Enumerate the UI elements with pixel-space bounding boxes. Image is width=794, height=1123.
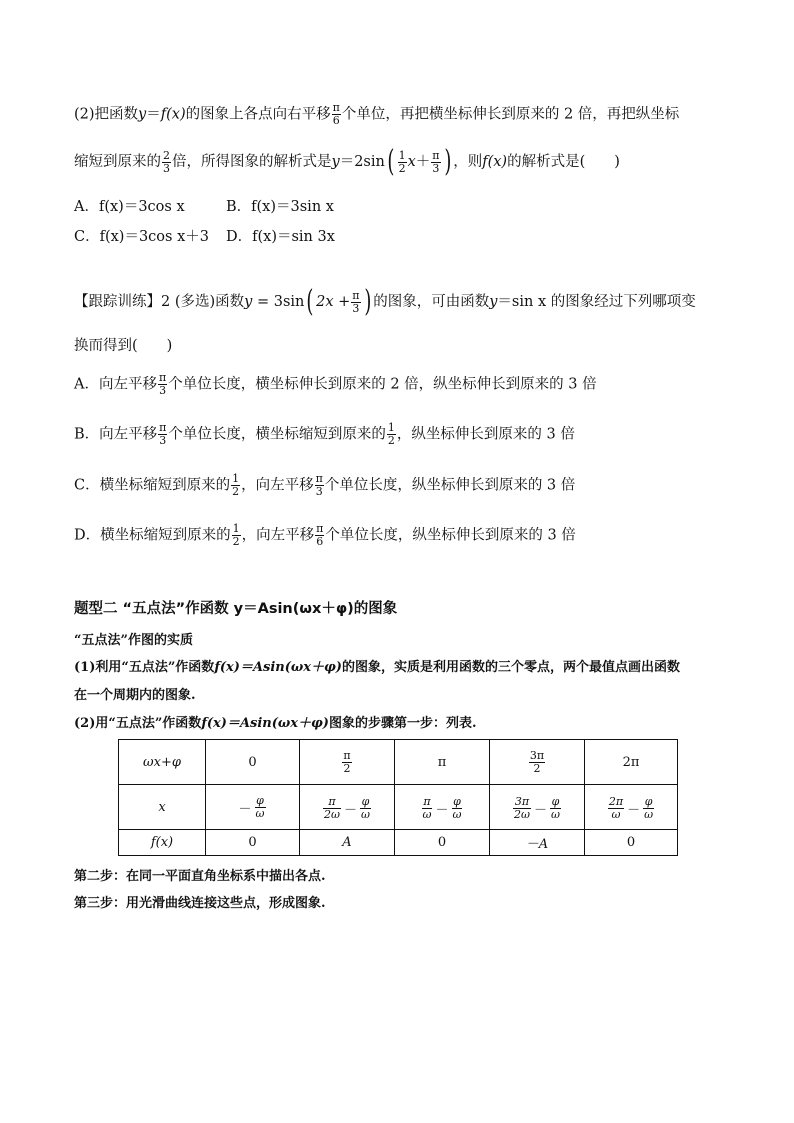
step-three [74, 892, 326, 911]
q2-option-a [74, 195, 185, 216]
minus-sign: － [343, 802, 357, 818]
fraction-denominator: 2ω [514, 807, 530, 821]
table-cell [490, 740, 585, 785]
five-point-table [118, 739, 678, 856]
cell-text: 2π [622, 754, 640, 770]
option-text: A．f(x)＝3cos x [74, 199, 185, 215]
cell-text: －A [525, 837, 549, 852]
paragraph-1-line2 [74, 684, 196, 703]
cell-text: 0 [248, 754, 257, 770]
fraction [255, 795, 266, 820]
track-option-b [74, 422, 575, 447]
paragraph-2 [74, 712, 476, 731]
fraction-numerator: φ [551, 794, 560, 808]
section-subheading [74, 629, 193, 648]
minus-sign: － [238, 801, 252, 817]
fraction-numerator: π [323, 796, 341, 809]
fraction [513, 796, 531, 821]
paragraph-1-line1 [74, 656, 680, 675]
option-text: ，向左平移 [241, 477, 314, 494]
fraction-numerator: π [352, 288, 360, 302]
table-cell [490, 830, 585, 856]
fraction-denominator: 2ω [324, 807, 340, 821]
cell-text: A [342, 835, 352, 850]
table-row [119, 785, 678, 830]
fraction-numerator: φ [256, 793, 264, 807]
fraction-numerator: π [158, 371, 167, 384]
minus-sign: － [627, 802, 641, 818]
track-option-d [74, 523, 576, 548]
section-heading-text: 题型二 “五点法”作函数 y＝Asin(ωx＋φ)的图象 [74, 601, 398, 617]
paragraph-text: 在一个周期内的图象. [74, 688, 196, 703]
table-cell [395, 830, 490, 856]
fraction-1-2 [387, 422, 396, 447]
fraction-numerator: 3π [514, 794, 530, 808]
table-cell [585, 740, 678, 785]
fraction-numerator: 1 [398, 148, 406, 162]
option-text: B．向左平移 [74, 426, 158, 443]
fraction-denominator: 3 [163, 161, 170, 175]
table-cell [300, 785, 395, 830]
track-text: 的图象，可由函数 [373, 294, 490, 310]
formula-text: f(x)＝Asin(ωx＋φ) [214, 660, 342, 675]
step-two [74, 865, 326, 884]
fraction-denominator: 6 [316, 535, 324, 548]
formula-text: f(x)＝Asin(ωx＋φ) [201, 716, 329, 731]
fraction-numerator: π [316, 522, 324, 535]
fraction-denominator: ω [611, 807, 621, 821]
fraction-numerator: 2 [163, 148, 170, 162]
q2-text: 倍，所得图象的解析式是 [172, 154, 332, 170]
option-text: B．f(x)＝3sin x [226, 199, 334, 215]
fraction-denominator: ω [361, 807, 370, 821]
q2-eq: ＝ [146, 106, 161, 123]
q2-text: 的图象上各点向右平移 [185, 106, 331, 123]
cell-text: ωx+φ [143, 754, 181, 770]
option-text: D．横坐标缩短到原来的 [74, 527, 231, 544]
fraction [323, 796, 341, 821]
cell-text: f(x) [150, 835, 174, 850]
fraction-pi-3 [351, 290, 360, 315]
q2-fx: f(x) [160, 106, 186, 123]
paragraph-text: (1)利用“五点法”作函数 [74, 660, 215, 675]
step-text: 第二步：在同一平面直角坐标系中描出各点. [74, 869, 326, 884]
fraction-denominator: ω [255, 806, 265, 820]
fraction-denominator: 2 [232, 535, 240, 548]
q2-var-y: y [331, 154, 340, 170]
q2-text: ，则 [453, 154, 483, 170]
cell-text: x [158, 799, 166, 815]
table-cell [206, 785, 300, 830]
option-text: 个单位长度，纵坐标伸长到原来的 3 倍 [325, 527, 576, 544]
fraction-denominator: 3 [159, 434, 167, 447]
q2-text: 个单位，再把横坐标伸长到原来的 2 倍，再把纵坐标 [341, 106, 680, 123]
fraction-pi-3 [431, 150, 440, 175]
fraction-denominator: 2 [533, 761, 541, 775]
right-paren: ) [443, 144, 451, 179]
fraction-denominator: 2 [343, 761, 351, 775]
q2-plus: ＋ [415, 154, 431, 170]
option-text: ，纵坐标伸长到原来的 3 倍 [396, 426, 575, 443]
q2-option-b [226, 195, 334, 216]
q2-option-c [74, 225, 209, 246]
track-text: ＝sin x 的图象经过下列哪项变 [497, 294, 696, 310]
option-text: D．f(x)＝sin 3x [226, 229, 335, 245]
track-line1 [74, 284, 696, 319]
cell-text: 0 [437, 835, 447, 850]
fraction-1-2 [231, 473, 240, 498]
table-row [119, 740, 678, 785]
fraction-denominator: ω [452, 807, 462, 821]
fraction-numerator: 2π [608, 794, 624, 808]
fraction-numerator: φ [361, 794, 370, 808]
q2-line2 [74, 144, 620, 179]
table-header-cell [119, 740, 206, 785]
table-cell [300, 740, 395, 785]
q2-line1 [74, 102, 679, 127]
option-text: ，向左平移 [241, 527, 315, 544]
table-cell [395, 740, 490, 785]
table-cell [585, 785, 678, 830]
fraction-numerator: 1 [232, 472, 240, 485]
table-row [119, 830, 678, 856]
fraction-pi-3 [158, 422, 167, 447]
fraction-denominator: 3 [352, 301, 360, 315]
table-cell [206, 830, 300, 856]
q2-option-d [226, 225, 335, 246]
fraction [422, 796, 433, 821]
fraction-denominator: 2 [387, 434, 395, 447]
subheading-text: “五点法”作图的实质 [74, 633, 193, 648]
option-text: 个单位长度，横坐标伸长到原来的 2 倍，纵坐标伸长到原来的 3 倍 [168, 376, 597, 393]
table-cell [206, 740, 300, 785]
section-heading [74, 597, 397, 618]
fraction [342, 750, 351, 775]
fraction [452, 796, 463, 821]
fraction-numerator: φ [453, 794, 461, 808]
fraction-denominator: ω [422, 807, 432, 821]
fraction-pi-6 [332, 102, 341, 127]
q2-var-y: y [138, 106, 147, 123]
fraction-2-3 [162, 150, 171, 175]
option-text: 个单位长度，纵坐标伸长到原来的 3 倍 [324, 477, 576, 494]
fraction-pi-3 [315, 473, 324, 498]
fraction-denominator: 3 [315, 485, 323, 498]
table-header-cell [119, 785, 206, 830]
track-inner: 2x + [316, 294, 351, 310]
table-cell [490, 785, 585, 830]
option-text: C．横坐标缩短到原来的 [74, 477, 231, 494]
fraction-1-2 [232, 523, 241, 548]
fraction [550, 796, 561, 821]
fraction-numerator: π [423, 794, 431, 808]
paragraph-text: 图象的步骤第一步：列表. [328, 716, 477, 731]
option-text: 个单位长度，横坐标缩短到原来的 [168, 426, 386, 443]
table-cell [395, 785, 490, 830]
fraction-1-2 [398, 150, 407, 175]
fraction-numerator: π [315, 472, 323, 485]
option-text: C．f(x)＝3cos x＋3 [74, 229, 209, 245]
fraction-numerator: π [343, 748, 351, 762]
fraction-numerator: 3π [529, 748, 545, 762]
track-var-y: y [489, 294, 498, 310]
fraction-denominator: 6 [332, 114, 340, 127]
paragraph-text: 的图象，实质是利用函数的三个零点，两个最值点画出函数 [341, 660, 680, 675]
fraction-denominator: 2 [232, 485, 240, 498]
track-line2 [74, 334, 172, 355]
track-text: 【跟踪训练】2 (多选)函数 [74, 294, 245, 310]
fraction-denominator: ω [551, 807, 560, 821]
track-option-a [74, 372, 597, 397]
fraction-numerator: 1 [232, 522, 240, 535]
fraction-numerator: 1 [387, 421, 395, 434]
q2-text: 的解析式是( ) [507, 154, 620, 170]
fraction [360, 796, 371, 821]
q2-fx: f(x) [482, 154, 508, 170]
step-text: 第三步：用光滑曲线连接这些点，形成图象. [74, 896, 326, 911]
fraction-denominator: 3 [432, 161, 440, 175]
q2-text: (2)把函数 [74, 106, 139, 123]
fraction-denominator: ω [644, 807, 654, 821]
track-text: 换而得到( ) [74, 338, 173, 354]
paragraph-text: (2)用“五点法”作函数 [74, 716, 202, 731]
table-header-cell [119, 830, 206, 856]
fraction-pi-6 [315, 523, 324, 548]
track-option-c [74, 473, 575, 498]
q2-text: 缩短到原来的 [74, 154, 161, 170]
cell-text: 0 [248, 835, 257, 850]
track-var-y: y [244, 294, 253, 310]
fraction [608, 796, 624, 821]
q2-sin: ＝2sin [339, 154, 385, 170]
fraction-pi-3 [158, 372, 167, 397]
fraction [643, 796, 654, 821]
fraction-denominator: 2 [398, 161, 406, 175]
cell-text: 0 [626, 835, 636, 850]
fraction-numerator: φ [644, 794, 653, 808]
fraction-denominator: 3 [159, 384, 167, 397]
right-paren: ) [363, 284, 371, 319]
fraction-numerator: π [432, 148, 440, 162]
left-paren: ( [387, 144, 395, 179]
q2-var-x: x [407, 154, 416, 170]
table-cell [300, 830, 395, 856]
fraction-numerator: π [159, 421, 167, 434]
minus-sign: － [435, 802, 449, 818]
minus-sign: － [533, 802, 547, 818]
table-cell [585, 830, 678, 856]
track-text: = 3sin [252, 294, 305, 310]
option-text: A．向左平移 [74, 376, 157, 393]
fraction [529, 750, 545, 775]
left-paren: ( [306, 284, 314, 319]
cell-text: π [437, 754, 447, 770]
fraction-numerator: π [332, 101, 340, 114]
